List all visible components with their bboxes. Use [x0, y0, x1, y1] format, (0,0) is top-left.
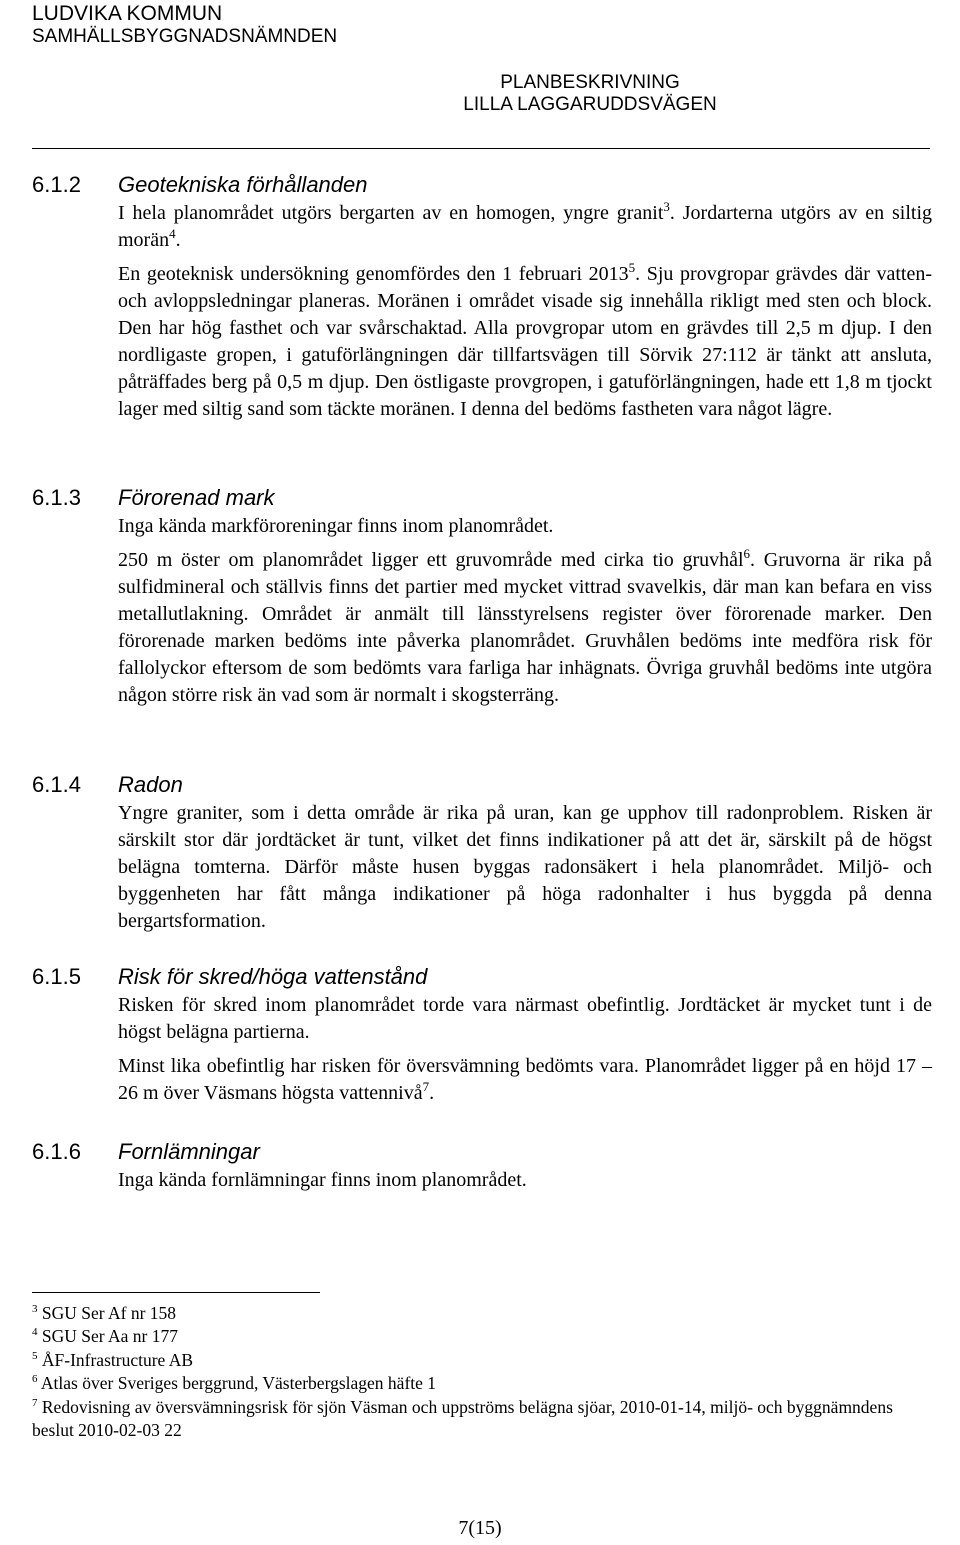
section-title: Risk för skred/höga vattenstånd: [118, 964, 428, 989]
footnote: $^5$ ÅF-Infrastructure AB: [32, 1349, 194, 1370]
section-6-1-2: [32, 170, 932, 423]
section-heading: [32, 170, 932, 200]
footnotes: [32, 1302, 932, 1442]
section-heading: [32, 483, 932, 513]
header-divider: [32, 148, 930, 149]
section-title: Förorenad mark: [118, 485, 275, 510]
footnote: $^4$ SGU Ser Aa nr 177: [32, 1326, 178, 1347]
paragraph: Inga kända markföroreningar finns inom planområdet.: [118, 515, 554, 537]
paragraph: Inga kända fornlämningar finns inom planområdet.: [118, 1169, 527, 1191]
section-6-1-4: [32, 770, 932, 935]
footnote: $^3$ SGU Ser Af nr 158: [32, 1303, 177, 1323]
section-6-1-3: [32, 483, 932, 709]
footnote: $^7$ Redovisning av översvämningsrisk för sjön Väsman och uppströms belägna sjöar, 2010-01-14, miljö- och byggnämndens beslut 2010-02-03 22: [32, 1396, 893, 1441]
page-header-left: [32, 2, 337, 48]
section-heading: [32, 1137, 932, 1167]
section-6-1-6: [32, 1137, 932, 1194]
footnote-divider: [32, 1292, 320, 1293]
footnote-ref: 3: [663, 199, 670, 214]
footnote-ref: 7: [422, 1079, 430, 1094]
section-number: 6.1.5: [32, 964, 81, 989]
paragraph: I hela planområdet utgörs bergarten av en homogen, yngre granit$^3$. Jordarterna utgörs av en siltig morän$^4$.: [118, 199, 933, 251]
page-header-right: [400, 72, 780, 116]
footnote-ref: 4: [169, 226, 176, 241]
section-heading: [32, 770, 932, 800]
paragraph: 250 m öster om planområdet ligger ett gruvområde med cirka tio gruvhål$^6$. Gruvorna är rika på sulfidmineral och ställvis finns det partier med mycket vittrad svavelkis, där man kan befara en viss metallutlakning. Området är anmält till länsstyrelsens register över förorenade marker. Den förorenade marken bedöms inte påverka planområdet. Gruvhålen bedöms inte medföra risk för fallolyckor eftersom de som bedömts vara farliga har inhägnats. Övriga gruvhål bedöms inte utgöra någon större risk än vad som är normalt i skogsterräng.: [118, 546, 932, 706]
section-title: Radon: [118, 772, 183, 797]
footnote-ref: 5: [628, 260, 636, 275]
section-6-1-5: [32, 962, 932, 1107]
paragraph: Risken för skred inom planområdet torde vara närmast obefintlig. Jordtäcket är mycket tunt i de högst belägna partierna.: [118, 994, 932, 1043]
department-name: SAMHÄLLSBYGGNADSNÄMNDEN: [32, 26, 338, 47]
paragraph: Minst lika obefintlig har risken för översvämning bedömts vara. Planområdet ligger på en höjd 17 – 26 m över Väsmans högsta vattennivå$^7$.: [118, 1055, 932, 1104]
section-title: Geotekniska förhållanden: [118, 172, 368, 197]
section-number: 6.1.2: [32, 172, 81, 197]
paragraph: Yngre graniter, som i detta område är rika på uran, kan ge upphov till radonproblem. Risken är särskilt stor där jordtäcket är tunt, vilket det finns indikationer på att det är, särskilt på de högst belägna tomterna. Därför måste husen byggas radonsäkert i hela planområdet. Miljö- och byggenheten har fått många indikationer på höga radonhalter i hus byggda på denna bergartsformation.: [118, 802, 932, 932]
page-number: 7(15): [458, 1517, 502, 1539]
footnote: $^6$ Atlas över Sveriges berggrund, Västerbergslagen häfte 1: [32, 1373, 437, 1394]
document-name: LILLA LAGGARUDDSVÄGEN: [463, 94, 717, 115]
paragraph: En geoteknisk undersökning genomfördes den 1 februari 2013$^5$. Sju provgropar grävdes där vatten- och avloppsledningar planeras. Moränen i området visade sig innehålla rikligt med sten och block. Den har hög fasthet och var svårschaktad. Alla provgropar utom en grävdes till 2,5 m djup. I den nordligaste gropen, i gatuförlängningen där tillfartsvägen till Sörvik 27:112 är tänkt att ansluta, påträffades berg på 0,5 m djup. Den östligaste provgropen, i gatuförlängningen, hade ett 1,8 m tjockt lager med siltig sand som täckte moränen. I denna del bedöms fastheten vara något lägre.: [118, 260, 932, 420]
section-number: 6.1.3: [32, 485, 81, 510]
section-number: 6.1.6: [32, 1139, 81, 1164]
section-number: 6.1.4: [32, 772, 81, 797]
organization-name: LUDVIKA KOMMUN: [32, 2, 223, 25]
footnote-ref: 6: [743, 546, 751, 561]
section-heading: [32, 962, 932, 992]
document-type: PLANBESKRIVNING: [500, 72, 680, 93]
section-title: Fornlämningar: [118, 1139, 260, 1164]
